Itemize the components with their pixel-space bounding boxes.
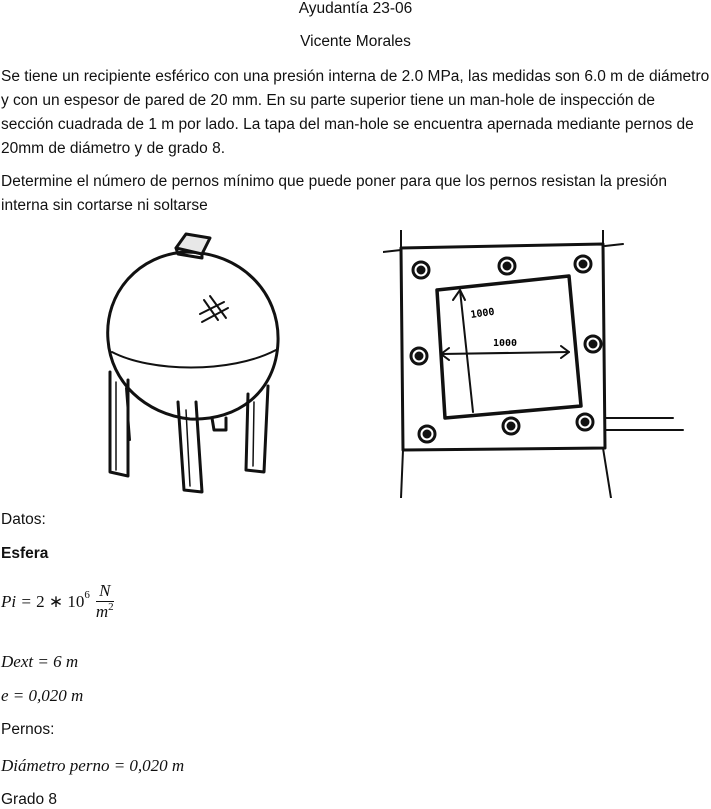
document-title: Ayudantía 23-06 xyxy=(298,0,413,17)
pi-equation xyxy=(1,578,114,626)
pi-label: Pi = xyxy=(1,592,32,611)
manhole-cover-sketch xyxy=(383,230,711,498)
esfera-heading: Esfera xyxy=(1,545,49,562)
manhole-dim-vertical: 1000 xyxy=(469,306,496,321)
thickness-equation: e = 0,020 m xyxy=(1,686,84,705)
sphere-vessel-sketch xyxy=(90,222,300,502)
pi-unit-denominator: m xyxy=(95,601,109,621)
manhole-dim-horizontal: 1000 xyxy=(493,338,518,349)
document-author: Vicente Morales xyxy=(300,33,411,50)
pi-unit-fraction xyxy=(96,581,114,624)
bolt-grade: Grado 8 xyxy=(1,791,58,808)
pi-value: 2 ∗ 10 xyxy=(36,592,85,611)
bolt-diameter-equation: Diámetro perno = 0,020 m xyxy=(1,756,185,775)
dext-equation: Dext = 6 m xyxy=(1,652,79,671)
problem-question: Determine el número de pernos mínimo que puede poner para que los pernos resistan la presión interna sin cortarse ni soltarse xyxy=(1,173,668,214)
datos-heading: Datos: xyxy=(1,511,46,528)
pi-unit-den-exponent: 2 xyxy=(108,600,114,613)
pi-unit-numerator: N xyxy=(96,581,114,602)
pernos-heading: Pernos: xyxy=(1,721,55,738)
pi-exponent: 6 xyxy=(84,589,90,601)
problem-statement: Se tiene un recipiente esférico con una presión interna de 2.0 MPa, las medidas son 6.0 m de diámetro y con un espesor de pared de 20 mm. En su parte superior tiene un man-hole de inspección de sección cuadrada de 1 m por lado. La tapa del man-hole se encuentra apernada mediante pernos de 20mm de diámetro y de grado 8. xyxy=(1,68,710,157)
